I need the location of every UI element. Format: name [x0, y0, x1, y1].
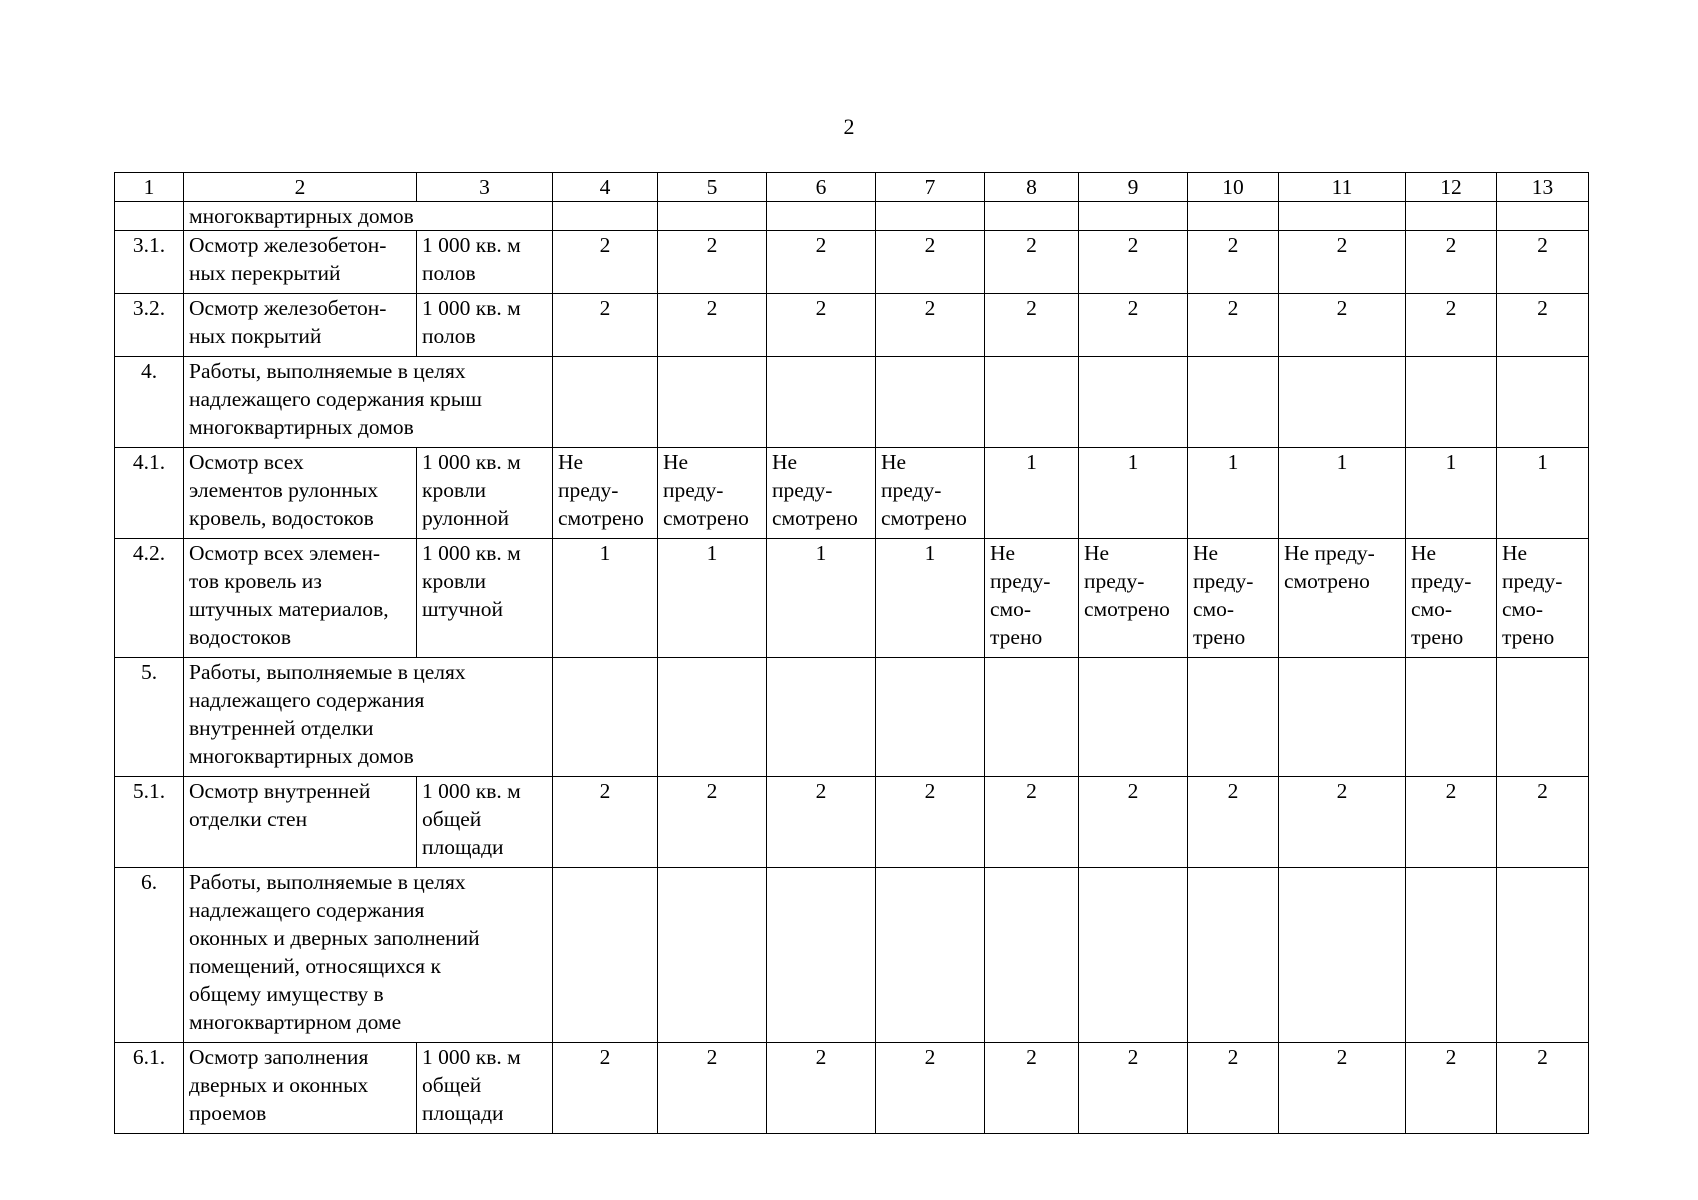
value-col-13: 2	[1497, 231, 1589, 294]
value-col-12: 2	[1406, 1043, 1497, 1134]
value-col-12	[1406, 357, 1497, 448]
work-name: Осмотр железобетон- ных перекрытий	[184, 231, 417, 294]
value-col-12	[1406, 658, 1497, 777]
value-col-9: 2	[1079, 777, 1188, 868]
value-col-9: 2	[1079, 294, 1188, 357]
page-number: 2	[843, 114, 855, 139]
value-col-10: Не преду- смо- трено	[1188, 539, 1279, 658]
value-col-4	[553, 868, 658, 1043]
value-col-12: Не преду- смо- трено	[1406, 539, 1497, 658]
value-col-4: 2	[553, 231, 658, 294]
work-name: Осмотр всех элементов рулонных кровель, водостоков	[184, 448, 417, 539]
value-col-10	[1188, 658, 1279, 777]
column-header-3: 3	[417, 173, 553, 202]
value-col-9	[1079, 658, 1188, 777]
value-col-10	[1188, 868, 1279, 1043]
value-col-9: 2	[1079, 231, 1188, 294]
column-header-7: 7	[876, 173, 985, 202]
value-col-4: 2	[553, 294, 658, 357]
value-col-10: 2	[1188, 1043, 1279, 1134]
value-col-9: 1	[1079, 448, 1188, 539]
value-col-7: 2	[876, 1043, 985, 1134]
section-title: Работы, выполняемые в целях надлежащего содержания крыш многоквартирных домов	[184, 357, 553, 448]
value-col-7	[876, 202, 985, 231]
value-col-4	[553, 658, 658, 777]
header-row	[115, 173, 1589, 202]
value-col-5: 2	[658, 1043, 767, 1134]
value-col-11	[1279, 868, 1406, 1043]
column-header-9: 9	[1079, 173, 1188, 202]
unit-of-measure: 1 000 кв. м кровли штучной	[417, 539, 553, 658]
value-col-11	[1279, 658, 1406, 777]
value-col-12: 2	[1406, 294, 1497, 357]
column-header-8: 8	[985, 173, 1079, 202]
value-col-6	[767, 357, 876, 448]
section-title: Работы, выполняемые в целях надлежащего содержания оконных и дверных заполнений помещений, относящихся к общему имуществу в многоквартирном доме	[184, 868, 553, 1043]
value-col-9: Не преду- смотрено	[1079, 539, 1188, 658]
value-col-13	[1497, 357, 1589, 448]
value-col-4	[553, 202, 658, 231]
row-number: 5.1.	[115, 777, 184, 868]
row-number: 4.1.	[115, 448, 184, 539]
row-number: 5.	[115, 658, 184, 777]
value-col-13	[1497, 658, 1589, 777]
column-header-1: 1	[115, 173, 184, 202]
column-header-5: 5	[658, 173, 767, 202]
work-name: Осмотр заполнения дверных и оконных проемов	[184, 1043, 417, 1134]
value-col-7	[876, 868, 985, 1043]
column-header-2: 2	[184, 173, 417, 202]
value-col-5	[658, 357, 767, 448]
section-title: Работы, выполняемые в целях надлежащего содержания внутренней отделки многоквартирных домов	[184, 658, 553, 777]
value-col-5	[658, 658, 767, 777]
value-col-5: 2	[658, 231, 767, 294]
row-number: 6.	[115, 868, 184, 1043]
table-row	[115, 539, 1589, 658]
inspection-schedule-table	[114, 172, 1589, 1134]
section-row	[115, 357, 1589, 448]
value-col-5	[658, 202, 767, 231]
value-col-8: Не преду- смо- трено	[985, 539, 1079, 658]
value-col-7	[876, 658, 985, 777]
value-col-11: 2	[1279, 231, 1406, 294]
value-col-9	[1079, 868, 1188, 1043]
value-col-8: 2	[985, 777, 1079, 868]
column-header-11: 11	[1279, 173, 1406, 202]
value-col-11: 2	[1279, 777, 1406, 868]
row-number: 3.2.	[115, 294, 184, 357]
value-col-12	[1406, 868, 1497, 1043]
value-col-8: 2	[985, 294, 1079, 357]
value-col-9	[1079, 202, 1188, 231]
work-name: Осмотр внутренней отделки стен	[184, 777, 417, 868]
unit-of-measure: 1 000 кв. м полов	[417, 231, 553, 294]
value-col-13: 2	[1497, 294, 1589, 357]
value-col-5: 2	[658, 777, 767, 868]
unit-of-measure: 1 000 кв. м кровли рулонной	[417, 448, 553, 539]
value-col-6	[767, 658, 876, 777]
value-col-6: 1	[767, 539, 876, 658]
value-col-7	[876, 357, 985, 448]
row-number: 4.	[115, 357, 184, 448]
value-col-10: 2	[1188, 777, 1279, 868]
value-col-4: Не преду- смотрено	[553, 448, 658, 539]
value-col-5	[658, 868, 767, 1043]
value-col-11: 2	[1279, 294, 1406, 357]
unit-of-measure: 1 000 кв. м общей площади	[417, 777, 553, 868]
work-name: Осмотр железобетон- ных покрытий	[184, 294, 417, 357]
value-col-10	[1188, 202, 1279, 231]
value-col-13	[1497, 868, 1589, 1043]
work-name: Осмотр всех элемен- тов кровель из штучных материалов, водостоков	[184, 539, 417, 658]
value-col-10: 2	[1188, 294, 1279, 357]
table-row	[115, 231, 1589, 294]
value-col-10: 1	[1188, 448, 1279, 539]
value-col-13: Не преду- смо- трено	[1497, 539, 1589, 658]
unit-of-measure: 1 000 кв. м полов	[417, 294, 553, 357]
value-col-6: 2	[767, 231, 876, 294]
value-col-4	[553, 357, 658, 448]
value-col-6: 2	[767, 294, 876, 357]
row-number: 4.2.	[115, 539, 184, 658]
column-header-10: 10	[1188, 173, 1279, 202]
value-col-10: 2	[1188, 231, 1279, 294]
value-col-13: 2	[1497, 777, 1589, 868]
value-col-13: 2	[1497, 1043, 1589, 1134]
row-number	[115, 202, 184, 231]
value-col-12	[1406, 202, 1497, 231]
value-col-7: 2	[876, 231, 985, 294]
column-header-13: 13	[1497, 173, 1589, 202]
value-col-4: 1	[553, 539, 658, 658]
table-body	[115, 202, 1589, 1134]
value-col-11	[1279, 357, 1406, 448]
value-col-4: 2	[553, 1043, 658, 1134]
value-col-5: Не преду- смотрено	[658, 448, 767, 539]
value-col-8	[985, 868, 1079, 1043]
value-col-13	[1497, 202, 1589, 231]
value-col-7: 2	[876, 294, 985, 357]
value-col-8: 2	[985, 231, 1079, 294]
value-col-7: 2	[876, 777, 985, 868]
table-row	[115, 1043, 1589, 1134]
value-col-5: 1	[658, 539, 767, 658]
value-col-12: 2	[1406, 231, 1497, 294]
value-col-9	[1079, 357, 1188, 448]
value-col-10	[1188, 357, 1279, 448]
value-col-8	[985, 357, 1079, 448]
value-col-7: Не преду- смотрено	[876, 448, 985, 539]
value-col-6: 2	[767, 1043, 876, 1134]
column-header-12: 12	[1406, 173, 1497, 202]
value-col-8: 1	[985, 448, 1079, 539]
section-row	[115, 868, 1589, 1043]
value-col-13: 1	[1497, 448, 1589, 539]
value-col-11: Не преду- смотрено	[1279, 539, 1406, 658]
row-number: 3.1.	[115, 231, 184, 294]
value-col-5: 2	[658, 294, 767, 357]
value-col-7: 1	[876, 539, 985, 658]
table-row	[115, 202, 1589, 231]
value-col-8	[985, 202, 1079, 231]
value-col-6	[767, 202, 876, 231]
value-col-12: 1	[1406, 448, 1497, 539]
unit-of-measure: 1 000 кв. м общей площади	[417, 1043, 553, 1134]
table-row	[115, 777, 1589, 868]
value-col-12: 2	[1406, 777, 1497, 868]
value-col-6: 2	[767, 777, 876, 868]
value-col-8: 2	[985, 1043, 1079, 1134]
value-col-11: 2	[1279, 1043, 1406, 1134]
column-header-6: 6	[767, 173, 876, 202]
value-col-6	[767, 868, 876, 1043]
value-col-4: 2	[553, 777, 658, 868]
value-col-8	[985, 658, 1079, 777]
table-row	[115, 294, 1589, 357]
column-header-4: 4	[553, 173, 658, 202]
value-col-9: 2	[1079, 1043, 1188, 1134]
continued-text: многоквартирных домов	[184, 202, 553, 231]
row-number: 6.1.	[115, 1043, 184, 1134]
value-col-6: Не преду- смотрено	[767, 448, 876, 539]
value-col-11	[1279, 202, 1406, 231]
value-col-11: 1	[1279, 448, 1406, 539]
table-row	[115, 448, 1589, 539]
section-row	[115, 658, 1589, 777]
